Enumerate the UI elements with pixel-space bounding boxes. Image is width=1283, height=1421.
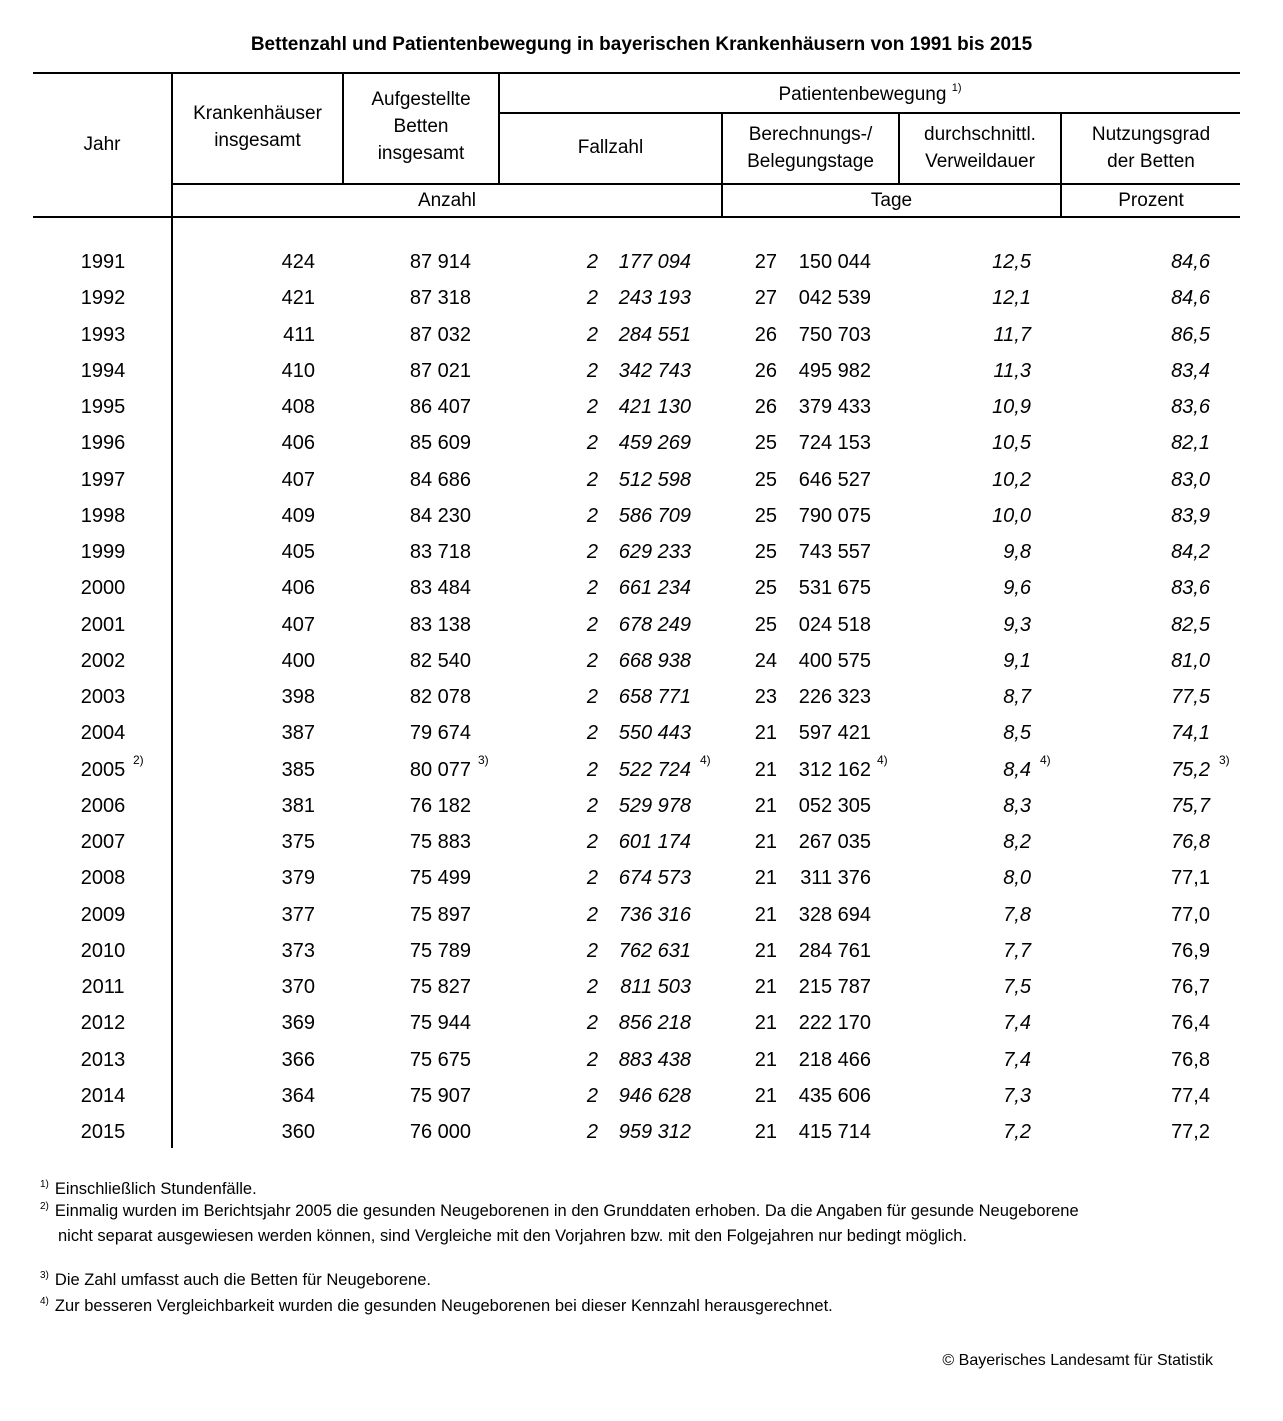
cell-nutzungsgrad: 77,1	[1171, 867, 1210, 890]
cell-verweildauer: 10,9	[992, 396, 1031, 418]
cell-verweildauer: 12,5	[992, 251, 1031, 273]
cell-betten: 76 000	[409, 1121, 471, 1143]
cell-verweildauer: 9,8	[1003, 541, 1031, 563]
cell-tage-millions: 21	[754, 1121, 777, 1143]
cell-tage-millions: 25	[754, 432, 777, 455]
cell-fallzahl-millions: 2	[586, 976, 598, 998]
cell-betten: 75 897	[409, 903, 471, 926]
cell-krankenhaeuser: 377	[281, 903, 315, 926]
cell-krankenhaeuser: 381	[281, 794, 315, 817]
cell-krankenhaeuser: 370	[281, 976, 315, 998]
cell-tage: 379 433	[798, 396, 871, 418]
cell-fallzahl: 512 598	[618, 468, 691, 491]
cell-verweildauer: 10,2	[992, 468, 1031, 491]
cell-jahr: 2005	[80, 758, 126, 781]
header-nutzungsgrad-line: Nutzungsgrad	[1091, 124, 1211, 145]
cell-betten: 87 914	[409, 251, 471, 273]
cell-fallzahl: 668 938	[618, 649, 691, 672]
cell-tage: 284 761	[798, 939, 871, 962]
cell-fallzahl: 550 443	[618, 722, 691, 745]
cell-betten: 87 032	[409, 323, 471, 346]
cell-jahr: 2012	[80, 1012, 126, 1035]
cell-tage: 724 153	[798, 432, 871, 455]
cell-betten: 83 138	[409, 613, 471, 636]
header-krankenhaeuser-line: Krankenhäuser	[193, 103, 322, 124]
cell-fallzahl-millions: 2	[586, 541, 598, 563]
cell-krankenhaeuser: 406	[281, 577, 315, 600]
cell-fallzahl: 601 174	[618, 831, 691, 853]
cell-nutzungsgrad: 82,1	[1171, 432, 1210, 455]
cell-krankenhaeuser: 407	[281, 468, 315, 491]
cell-nutzungsgrad: 83,6	[1171, 396, 1210, 418]
header-nutzungsgrad-line: der Betten	[1107, 151, 1195, 172]
cell-nutzungsgrad: 84,6	[1171, 251, 1210, 273]
cell-tage-millions: 26	[754, 359, 777, 382]
footnote-ref: 4)	[877, 752, 888, 767]
cell-betten: 79 674	[409, 722, 471, 745]
cell-fallzahl-millions: 2	[586, 686, 598, 708]
page-title: Bettenzahl und Patientenbewegung in bayerischen Krankenhäusern von 1991 bis 2015	[250, 34, 1033, 55]
header-krankenhaeuser-line: insgesamt	[214, 130, 301, 151]
cell-jahr: 1992	[80, 287, 126, 310]
cell-jahr: 1996	[80, 432, 126, 455]
footnote-ref: 1)	[951, 82, 962, 94]
cell-betten: 82 540	[409, 649, 471, 672]
cell-fallzahl-millions: 2	[586, 903, 598, 926]
cell-tage: 435 606	[798, 1084, 871, 1107]
cell-jahr: 1991	[80, 251, 126, 273]
cell-fallzahl: 522 724	[618, 758, 691, 781]
cell-fallzahl-millions: 2	[586, 432, 598, 455]
cell-fallzahl-millions: 2	[586, 794, 598, 817]
cell-fallzahl: 629 233	[618, 541, 691, 563]
cell-nutzungsgrad: 83,4	[1171, 359, 1210, 382]
cell-fallzahl-millions: 2	[586, 613, 598, 636]
cell-fallzahl-millions: 2	[586, 649, 598, 672]
cell-krankenhaeuser: 409	[281, 504, 315, 527]
cell-tage-millions: 21	[754, 722, 777, 745]
footnote-ref: 3)	[1219, 752, 1230, 767]
footnote-ref: 4)	[700, 752, 711, 767]
cell-tage: 597 421	[798, 722, 871, 745]
cell-tage: 311 376	[800, 867, 871, 890]
cell-fallzahl: 658 771	[618, 686, 691, 708]
cell-tage-millions: 25	[754, 577, 777, 600]
cell-betten: 75 789	[409, 939, 471, 962]
cell-fallzahl-millions: 2	[586, 1121, 598, 1143]
header-verweildauer-line: Verweildauer	[925, 151, 1035, 172]
cell-fallzahl-millions: 2	[586, 939, 598, 962]
cell-jahr: 2009	[80, 903, 126, 926]
cell-fallzahl: 177 094	[618, 251, 691, 273]
cell-krankenhaeuser: 373	[281, 939, 315, 962]
footnote-2	[40, 1200, 1079, 1247]
unit-prozent: Prozent	[1118, 190, 1184, 211]
cell-jahr: 2015	[80, 1121, 126, 1143]
cell-krankenhaeuser: 407	[281, 613, 315, 636]
cell-krankenhaeuser: 406	[281, 432, 315, 455]
cell-betten: 85 609	[409, 432, 471, 455]
cell-nutzungsgrad: 84,2	[1171, 541, 1210, 563]
cell-nutzungsgrad: 74,1	[1171, 722, 1210, 745]
unit-anzahl: Anzahl	[417, 190, 477, 211]
cell-verweildauer: 10,0	[992, 504, 1031, 527]
cell-jahr: 2006	[80, 794, 126, 817]
cell-fallzahl: 529 978	[618, 794, 691, 817]
footnote-text: nicht separat ausgewiesen werden können, sind Vergleiche mit den Vorjahren bzw. mit den Folgejahren nur bedingt möglich.	[58, 1227, 967, 1245]
cell-nutzungsgrad: 75,7	[1171, 794, 1210, 817]
cell-verweildauer: 8,5	[1003, 722, 1031, 745]
cell-fallzahl-millions: 2	[586, 251, 598, 273]
cell-tage: 215 787	[798, 976, 871, 998]
cell-tage: 267 035	[798, 831, 871, 853]
cell-verweildauer: 7,4	[1003, 1048, 1031, 1071]
cell-tage-millions: 21	[754, 976, 777, 998]
cell-verweildauer: 12,1	[992, 287, 1031, 310]
cell-nutzungsgrad: 77,4	[1171, 1084, 1210, 1107]
cell-jahr: 2014	[80, 1084, 126, 1107]
cell-tage-millions: 21	[754, 867, 777, 890]
cell-fallzahl: 459 269	[618, 432, 691, 455]
cell-tage: 218 466	[798, 1048, 871, 1071]
cell-jahr: 2008	[80, 867, 126, 890]
cell-verweildauer: 9,1	[1003, 649, 1031, 672]
cell-fallzahl-millions: 2	[586, 831, 598, 853]
cell-krankenhaeuser: 387	[281, 722, 315, 745]
cell-fallzahl-millions: 2	[586, 867, 598, 890]
footnote-text: Einschließlich Stundenfälle.	[54, 1180, 257, 1198]
cell-verweildauer: 8,7	[1003, 686, 1031, 708]
cell-krankenhaeuser: 410	[281, 359, 315, 382]
cell-jahr: 2001	[80, 613, 126, 636]
cell-tage: 495 982	[798, 359, 871, 382]
cell-jahr: 2007	[80, 831, 126, 853]
cell-tage: 531 675	[798, 577, 871, 600]
cell-jahr: 2000	[80, 577, 126, 600]
cell-fallzahl-millions: 2	[586, 504, 598, 527]
cell-tage-millions: 21	[754, 1048, 777, 1071]
header-patientenbewegung: Patientenbewegung $^{1)}$	[778, 82, 962, 105]
cell-krankenhaeuser: 398	[281, 686, 315, 708]
cell-tage: 052 305	[798, 794, 871, 817]
cell-tage: 790 075	[798, 504, 871, 527]
footnote-ref: 3)	[478, 752, 489, 767]
cell-tage-millions: 26	[754, 323, 777, 346]
cell-tage: 222 170	[798, 1012, 871, 1035]
header-berechnungstage-line: Berechnungs-/	[748, 124, 873, 145]
cell-jahr: 2002	[80, 649, 126, 672]
cell-verweildauer: 11,7	[993, 323, 1031, 346]
cell-krankenhaeuser: 385	[281, 758, 315, 781]
header-verweildauer-line: durchschnittl.	[924, 124, 1036, 145]
cell-betten: 76 182	[409, 794, 471, 817]
header-jahr: Jahr	[83, 134, 121, 155]
cell-fallzahl: 284 551	[618, 323, 691, 346]
cell-betten: 80 077	[409, 758, 471, 781]
cell-jahr: 2004	[80, 722, 126, 745]
cell-krankenhaeuser: 424	[281, 251, 315, 273]
cell-fallzahl-millions: 2	[586, 1012, 598, 1035]
cell-nutzungsgrad: 83,0	[1171, 468, 1210, 491]
cell-fallzahl-millions: 2	[586, 323, 598, 346]
cell-tage: 150 044	[798, 251, 871, 273]
cell-fallzahl-millions: 2	[586, 468, 598, 491]
cell-betten: 84 686	[409, 468, 471, 491]
cell-nutzungsgrad: 77,5	[1171, 686, 1210, 708]
cell-fallzahl: 421 130	[618, 396, 691, 418]
cell-tage-millions: 21	[754, 903, 777, 926]
cell-nutzungsgrad: 81,0	[1171, 649, 1210, 672]
cell-fallzahl-millions: 2	[586, 722, 598, 745]
cell-verweildauer: 10,5	[992, 432, 1031, 455]
cell-krankenhaeuser: 411	[283, 323, 315, 346]
cell-fallzahl-millions: 2	[586, 359, 598, 382]
cell-betten: 75 944	[409, 1012, 471, 1035]
footnote-4	[40, 1295, 833, 1320]
cell-verweildauer: 7,7	[1003, 939, 1031, 962]
cell-krankenhaeuser: 375	[281, 831, 315, 853]
table-top-rule	[33, 72, 1240, 74]
header-betten-line: insgesamt	[377, 143, 465, 164]
cell-verweildauer: 7,3	[1003, 1084, 1031, 1107]
cell-tage-millions: 21	[754, 939, 777, 962]
header-betten-line: Betten	[393, 116, 449, 137]
header-betten	[344, 86, 498, 167]
cell-jahr: 1998	[80, 504, 126, 527]
header-betten-line: Aufgestellte	[371, 89, 471, 110]
cell-jahr: 1997	[80, 468, 126, 491]
header-rule-units	[33, 216, 1240, 218]
cell-nutzungsgrad: 83,6	[1171, 577, 1210, 600]
cell-nutzungsgrad: 77,0	[1171, 903, 1210, 926]
cell-tage: 024 518	[798, 613, 871, 636]
cell-jahr: 1995	[80, 396, 126, 418]
cell-nutzungsgrad: 84,6	[1171, 287, 1210, 310]
footnote-number: 4)	[40, 1296, 49, 1307]
cell-fallzahl: 243 193	[618, 287, 691, 310]
header-berechnungstage-line: Belegungstage	[747, 151, 874, 172]
cell-fallzahl-millions: 2	[586, 287, 598, 310]
cell-fallzahl-millions: 2	[586, 1084, 598, 1107]
unit-tage: Tage	[870, 190, 913, 211]
cell-verweildauer: 7,4	[1003, 1012, 1031, 1035]
cell-betten: 83 718	[409, 541, 471, 563]
cell-tage-millions: 25	[754, 468, 777, 491]
cell-tage-millions: 24	[754, 649, 777, 672]
cell-krankenhaeuser: 369	[281, 1012, 315, 1035]
cell-nutzungsgrad: 77,2	[1171, 1121, 1210, 1143]
cell-tage: 743 557	[798, 541, 871, 563]
footnote-ref: 4)	[1040, 752, 1051, 767]
cell-fallzahl-millions: 2	[586, 1048, 598, 1071]
cell-tage-millions: 27	[754, 287, 777, 310]
cell-krankenhaeuser: 405	[281, 541, 315, 563]
cell-verweildauer: 9,3	[1003, 613, 1031, 636]
cell-jahr: 2010	[80, 939, 126, 962]
cell-jahr: 2013	[80, 1048, 126, 1071]
footnote-text: Die Zahl umfasst auch die Betten für Neugeborene.	[54, 1271, 431, 1289]
footnote-number: 1)	[40, 1179, 49, 1190]
cell-fallzahl: 856 218	[618, 1012, 691, 1035]
cell-tage-millions: 25	[754, 613, 777, 636]
cell-fallzahl: 342 743	[618, 359, 691, 382]
cell-betten: 83 484	[409, 577, 471, 600]
cell-betten: 75 675	[409, 1048, 471, 1071]
cell-verweildauer: 7,2	[1003, 1121, 1031, 1143]
cell-tage: 400 575	[798, 649, 871, 672]
cell-jahr: 1999	[80, 541, 126, 563]
cell-verweildauer: 8,4	[1003, 758, 1031, 781]
cell-verweildauer: 11,3	[993, 359, 1031, 382]
footnote-3	[40, 1269, 431, 1294]
cell-tage: 328 694	[798, 903, 871, 926]
copyright: © Bayerisches Landesamt für Statistik	[942, 1352, 1213, 1369]
cell-krankenhaeuser: 364	[281, 1084, 315, 1107]
cell-tage-millions: 25	[754, 504, 777, 527]
header-rule-patientenbewegung	[499, 112, 1240, 114]
cell-betten: 84 230	[409, 504, 471, 527]
cell-fallzahl: 959 312	[618, 1121, 691, 1143]
cell-verweildauer: 8,3	[1003, 794, 1031, 817]
cell-krankenhaeuser: 379	[281, 867, 315, 890]
cell-fallzahl-millions: 2	[586, 577, 598, 600]
cell-tage-millions: 25	[754, 541, 777, 563]
cell-betten: 87 021	[409, 359, 471, 382]
cell-tage: 646 527	[798, 468, 871, 491]
cell-krankenhaeuser: 408	[281, 396, 315, 418]
header-fallzahl: Fallzahl	[577, 137, 644, 158]
cell-fallzahl: 678 249	[618, 613, 691, 636]
cell-krankenhaeuser: 366	[281, 1048, 315, 1071]
cell-betten: 75 499	[409, 867, 471, 890]
cell-nutzungsgrad: 76,4	[1171, 1012, 1210, 1035]
cell-jahr: 2011	[81, 976, 125, 998]
cell-tage: 042 539	[798, 287, 871, 310]
cell-nutzungsgrad: 83,9	[1171, 504, 1210, 527]
cell-tage-millions: 21	[754, 1012, 777, 1035]
cell-betten: 75 907	[409, 1084, 471, 1107]
header-nutzungsgrad	[1062, 121, 1240, 175]
header-berechnungstage	[723, 121, 898, 175]
cell-nutzungsgrad: 76,7	[1171, 976, 1210, 998]
cell-fallzahl: 661 234	[618, 577, 691, 600]
cell-krankenhaeuser: 421	[281, 287, 315, 310]
cell-krankenhaeuser: 400	[281, 649, 315, 672]
cell-betten: 82 078	[409, 686, 471, 708]
cell-fallzahl: 586 709	[618, 504, 691, 527]
cell-betten: 86 407	[409, 396, 471, 418]
footnote-number: 2)	[40, 1201, 49, 1212]
cell-verweildauer: 8,2	[1003, 831, 1031, 853]
header-rule-columns	[172, 183, 1240, 185]
cell-verweildauer: 9,6	[1003, 577, 1031, 600]
cell-nutzungsgrad: 75,2	[1171, 758, 1210, 781]
cell-fallzahl: 674 573	[618, 867, 691, 890]
cell-fallzahl: 883 438	[618, 1048, 691, 1071]
cell-jahr: 1993	[80, 323, 126, 346]
cell-fallzahl-millions: 2	[586, 758, 598, 781]
cell-fallzahl: 811 503	[620, 976, 691, 998]
cell-tage-millions: 21	[754, 794, 777, 817]
footnote-text: Einmalig wurden im Berichtsjahr 2005 die gesunden Neugeborenen in den Grunddaten erhoben. Da die Angaben für gesunde Neugeborene	[54, 1202, 1079, 1220]
cell-verweildauer: 7,5	[1003, 976, 1031, 998]
cell-tage: 750 703	[798, 323, 871, 346]
cell-tage-millions: 21	[754, 831, 777, 853]
header-verweildauer	[900, 121, 1060, 175]
cell-fallzahl: 762 631	[618, 939, 691, 962]
cell-tage: 226 323	[798, 686, 871, 708]
cell-betten: 75 827	[409, 976, 471, 998]
cell-tage-millions: 27	[754, 251, 777, 273]
footnote-ref: 2)	[133, 752, 144, 767]
cell-betten: 87 318	[409, 287, 471, 310]
cell-fallzahl: 736 316	[618, 903, 691, 926]
cell-betten: 75 883	[409, 831, 471, 853]
cell-jahr: 2003	[80, 686, 126, 708]
cell-tage-millions: 21	[754, 758, 777, 781]
cell-nutzungsgrad: 86,5	[1171, 323, 1210, 346]
cell-jahr: 1994	[80, 359, 126, 382]
cell-fallzahl: 946 628	[618, 1084, 691, 1107]
cell-nutzungsgrad: 76,8	[1171, 1048, 1210, 1071]
cell-tage: 312 162	[798, 758, 871, 781]
footnote-text: Zur besseren Vergleichbarkeit wurden die gesunden Neugeborenen bei dieser Kennzahl herausgerechnet.	[54, 1297, 833, 1315]
cell-tage-millions: 21	[754, 1084, 777, 1107]
cell-fallzahl-millions: 2	[586, 396, 598, 418]
cell-nutzungsgrad: 76,9	[1171, 939, 1210, 962]
cell-verweildauer: 7,8	[1003, 903, 1031, 926]
cell-krankenhaeuser: 360	[281, 1121, 315, 1143]
cell-nutzungsgrad: 82,5	[1171, 613, 1210, 636]
header-krankenhaeuser	[173, 100, 342, 154]
cell-tage: 415 714	[798, 1121, 871, 1143]
cell-nutzungsgrad: 76,8	[1171, 831, 1210, 853]
footnote-number: 3)	[40, 1270, 49, 1281]
cell-tage-millions: 26	[754, 396, 777, 418]
cell-tage-millions: 23	[754, 686, 777, 708]
cell-verweildauer: 8,0	[1003, 867, 1031, 890]
